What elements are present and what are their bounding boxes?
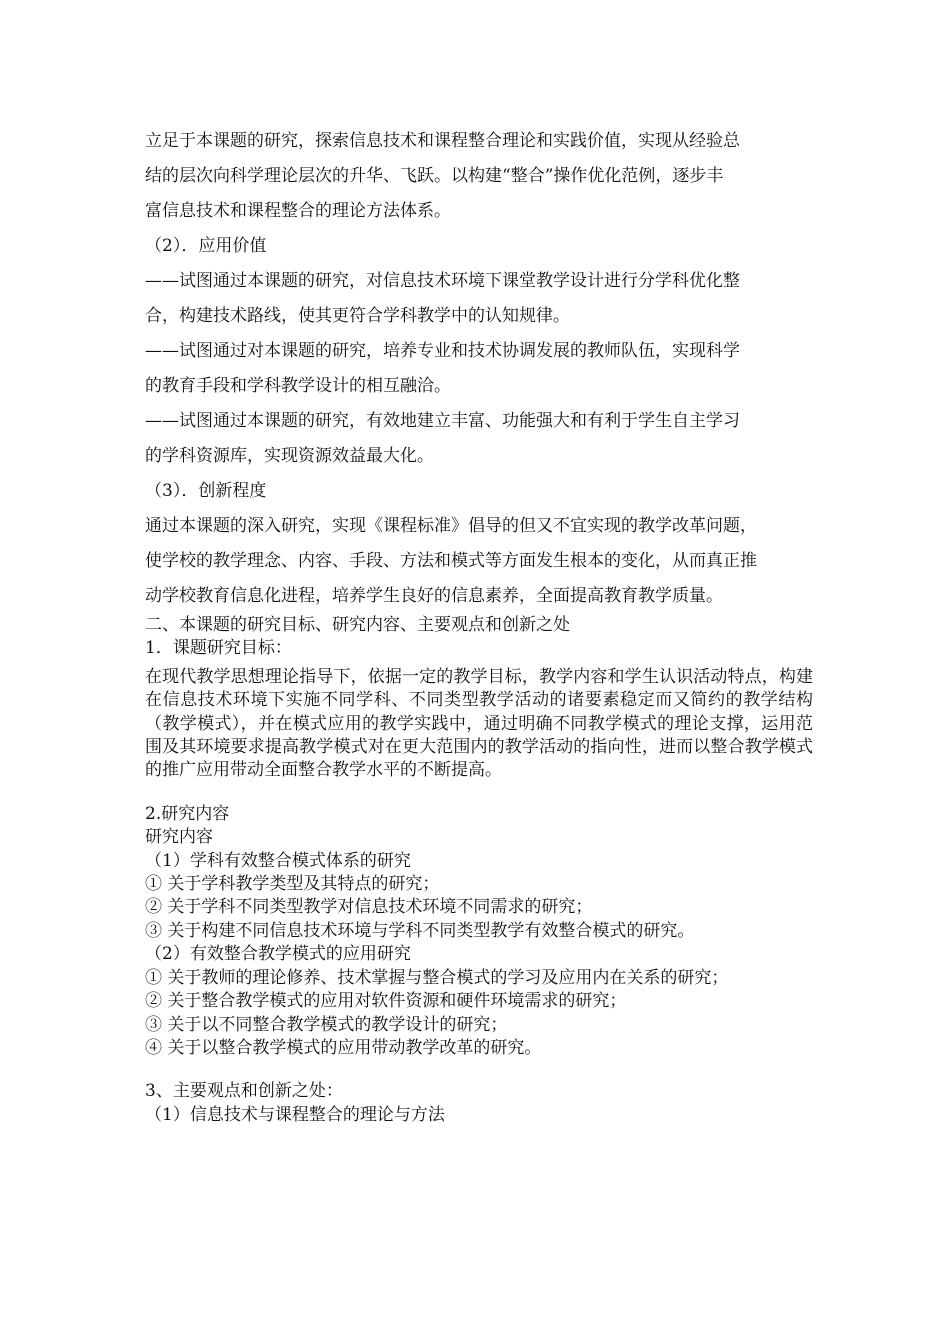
list-item: （2）有效整合教学模式的应用研究: [145, 944, 411, 965]
list-item: ③ 关于构建不同信息技术环境与学科不同类型教学有效整合模式的研究。: [145, 920, 695, 941]
text-line: ——试图通过本课题的研究，有效地建立丰富、功能强大和有利于学生自主学习: [145, 411, 740, 431]
list-item: ② 关于整合教学模式的应用对软件资源和硬件环境需求的研究；: [145, 991, 627, 1012]
content-heading: 2.研究内容: [145, 803, 230, 824]
text-line: 富信息技术和课程整合的理论方法体系。: [145, 201, 451, 221]
list-item: （1）学科有效整合模式体系的研究: [145, 850, 411, 871]
subheading-application-value: （2）．应用价值: [145, 236, 267, 256]
list-item: 研究内容: [145, 827, 213, 848]
list-item: ② 关于学科不同类型教学对信息技术环境不同需求的研究；: [145, 897, 593, 918]
section-heading: 二、本课题的研究目标、研究内容、主要观点和创新之处: [145, 615, 570, 635]
text-line: 的学科资源库，实现资源效益最大化。: [145, 446, 434, 466]
list-item: ① 关于学科教学类型及其特点的研究；: [145, 874, 440, 895]
text-line: 的教育手段和学科教学设计的相互融洽。: [145, 376, 451, 396]
document-body: [145, 124, 813, 1127]
text-line: 结的层次向科学理论层次的升华、飞跃。以构建“整合”操作优化范例，逐步丰: [145, 166, 724, 186]
text-line: ——试图通过对本课题的研究，培养专业和技术协调发展的教师队伍，实现科学: [145, 341, 740, 361]
list-item: （1）信息技术与课程整合的理论与方法: [145, 1104, 445, 1125]
text-line: 合，构建技术路线，使其更符合学科教学中的认知规律。: [145, 306, 570, 326]
text-line: 立足于本课题的研究，探索信息技术和课程整合理论和实践价值，实现从经验总: [145, 131, 740, 151]
subheading-innovation-level: （3）．创新程度: [145, 481, 267, 501]
goal-paragraph: 在现代教学思想理论指导下，依据一定的教学目标，教学内容和学生认识活动特点，构建在信息技术环境下实施不同学科、不同类型教学活动的诸要素稳定而又简约的教学结构（教学模式），并在模式应用的教学实践中，通过明确不同教学模式的理论支撑，运用范围及其环境要求提高教学模式对在更大范围内的教学活动的指向性，进而以整合教学模式的推广应用带动全面整合教学水平的不断提高。: [145, 666, 813, 781]
text-line: 动学校教育信息化进程，培养学生良好的信息素养，全面提高教育教学质量。: [145, 586, 723, 606]
text-line: 使学校的教学理念、内容、手段、方法和模式等方面发生根本的变化，从而真正推: [145, 551, 757, 571]
text-line: 通过本课题的深入研究，实现《课程标准》倡导的但又不宜实现的教学改革问题，: [145, 516, 757, 536]
views-heading: 3、主要观点和创新之处：: [145, 1081, 343, 1102]
list-item: ① 关于教师的理论修养、技术掌握与整合模式的学习及应用内在关系的研究；: [145, 967, 729, 988]
goal-heading: 1．课题研究目标：: [145, 638, 292, 659]
list-item: ④ 关于以整合教学模式的应用带动教学改革的研究。: [145, 1037, 542, 1058]
content-list: [145, 826, 813, 1060]
text-line: ——试图通过本课题的研究，对信息技术环境下课堂教学设计进行分学科优化整: [145, 271, 740, 291]
list-item: ③ 关于以不同整合教学模式的教学设计的研究；: [145, 1014, 508, 1035]
value-section: [145, 124, 813, 614]
